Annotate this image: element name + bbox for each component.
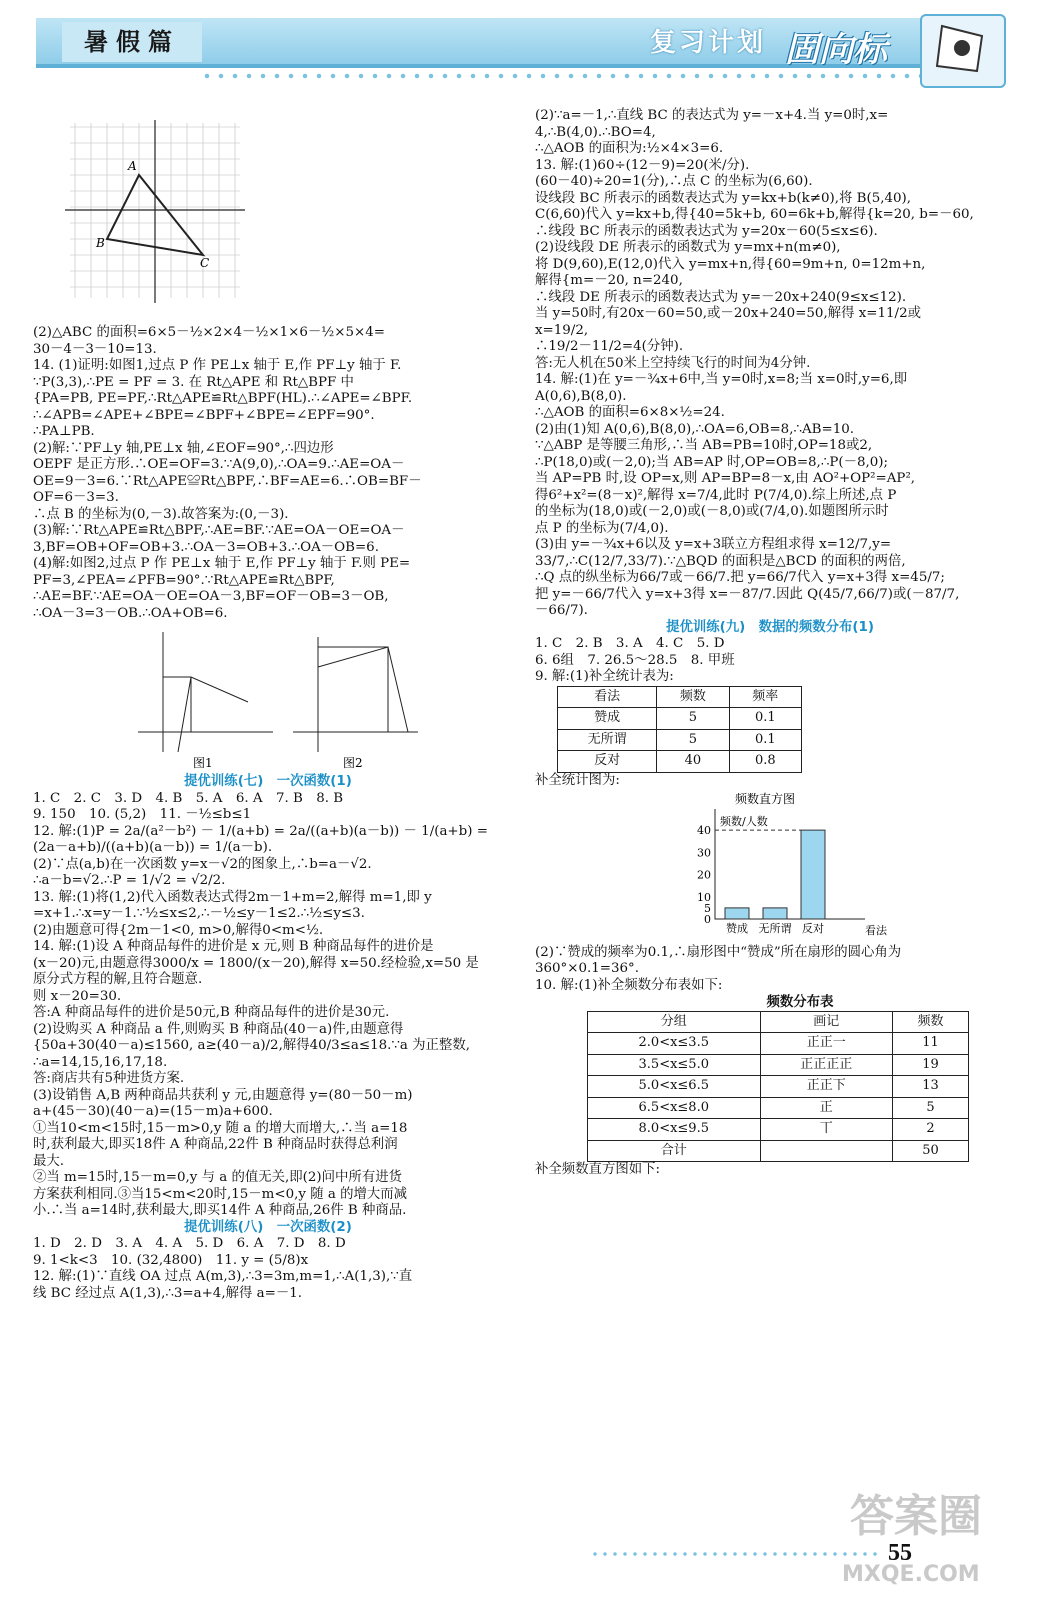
text-line: －66/7).: [535, 603, 588, 618]
table-cell: 0.1: [729, 708, 801, 730]
table-cell: 频率: [729, 686, 801, 708]
text-line: 答:无人机在50米上空持续飞行的时间为4分钟.: [535, 355, 811, 371]
x-tick-label: 反对: [802, 922, 824, 935]
table-cell: 2.0<x≤3.5: [588, 1033, 761, 1055]
text-line: 则 x－20=30.: [33, 988, 122, 1004]
text-line: (2a－a+b)/((a+b)(a－b)) = 1/(a－b).: [33, 840, 273, 855]
text-line: 4,∴B(4,0).∴BO=4,: [535, 124, 656, 140]
y-tick-label: 0: [704, 913, 711, 926]
text-line: 的坐标为(18,0)或(－2,0)或(－8,0)或(7/4,0).如题图所示时: [535, 504, 889, 519]
table-cell: 8.0<x≤9.5: [588, 1119, 761, 1141]
table-cell: 看法: [558, 686, 657, 708]
text-line: (2)解:∵PF⊥y 轴,PE⊥x 轴,∠EOF=90°,∴四边形: [33, 440, 334, 456]
table-row: [558, 686, 802, 708]
text-line: (4)解:如图2,过点 P 作 PE⊥x 轴于 E,作 PF⊥y 轴于 F.则 PE=: [33, 556, 411, 571]
text-line: 9. 150 10. (5,2) 11. －½≤b≤1: [33, 807, 252, 822]
text-line: ∴a－b=√2.∴P = 1/√2 = √2/2.: [33, 873, 226, 888]
table-cell: 13: [892, 1076, 968, 1098]
text-line: ∴P(18,0)或(－2,0);当 AB=AP 时,OP=OB=8,∴P(－8,0);: [535, 454, 888, 470]
text-line: (3)解:∵Rt△APE≌Rt△BPF,∴AE=BF.∵AE=OA－OE=OA－: [33, 523, 405, 538]
text-line: ∵P(3,3),∴PE = PF = 3. 在 Rt△APE 和 Rt△BPF 中: [33, 374, 354, 390]
table-row: [588, 1033, 969, 1055]
left-section-1: [33, 325, 503, 622]
text-line: (2)∵点(a,b)在一次函数 y=x－√2的图象上,∴b=a－√2.: [33, 856, 372, 872]
text-line: {50a+30(40－a)≤1560, a≥(40－a)/2,解得40/3≤a≤18.∵a 为正整数,: [33, 1038, 470, 1053]
brand-logo: 固向标: [785, 30, 887, 70]
left-section-3: [33, 1236, 503, 1302]
table-cell: 频数: [892, 1011, 968, 1033]
histogram-bar: [763, 908, 787, 919]
table-row: [588, 1076, 969, 1098]
table-cell: 0.8: [729, 751, 801, 773]
table-row: [558, 708, 802, 730]
text-line: 1. C 2. C 3. D 4. B 5. A 6. A 7. B 8. B: [33, 790, 344, 806]
text-line: ①当10<m<15时,15－m>0,y 随 a 的增大而增大,∴当 a=18: [33, 1120, 408, 1136]
text-line: 13. 解:(1)将(1,2)代入函数表达式得2m－1+m=2,解得 m=1,即 y: [33, 889, 432, 905]
right-section-3: [535, 945, 1005, 995]
watermark: 答案圈: [850, 1491, 982, 1542]
text-line: (3)设销售 A,B 两种商品共获利 y 元,由题意得 y=(80－50－m): [33, 1087, 413, 1103]
text-line: 13. 解:(1)60÷(12－9)=20(米/分).: [535, 157, 750, 173]
text-line: 当 AP=PB 时,设 OP=x,则 AP=BP=8－x,由 AO²+OP²=AP²,: [535, 471, 916, 486]
text-line: ∴线段 BC 所表示的函数表达式为 y=20x－60(5≤x≤6).: [535, 223, 878, 239]
text-line: {PA=PB, PE=PF,∴Rt△APE≌Rt△BPF(HL).∴∠APE=∠BPF.: [33, 391, 413, 406]
table-row: [588, 1097, 969, 1119]
text-line: 1. D 2. D 3. A 4. A 5. D 6. A 7. D 8. D: [33, 1236, 346, 1251]
y-tick-label: 20: [697, 868, 711, 882]
text-line: (2)由题意可得{2m－1<0, m>0,解得0<m<½.: [33, 922, 324, 938]
y-tick-label: 40: [697, 824, 711, 838]
x-tick-label: 赞成: [726, 922, 748, 935]
table-cell: 5: [892, 1097, 968, 1119]
text-line: OF=6－3=3.: [33, 490, 119, 505]
table-row: [558, 751, 802, 773]
table-cell: 赞成: [558, 708, 657, 730]
text-line: 答:商店共有5种进货方案.: [33, 1071, 185, 1086]
text-line: 30－4－3－10=13.: [33, 341, 157, 357]
text-line: 1. C 2. B 3. A 4. C 5. D: [535, 636, 725, 651]
table-cell: 11: [892, 1033, 968, 1055]
text-line: ∴点 B 的坐标为(0,－3).故答案为:(0,－3).: [33, 506, 289, 522]
text-line: ∴∠APB=∠APE+∠BPE=∠BPF+∠BPE=∠EPF=90°.: [33, 407, 375, 423]
y-tick-label: 10: [697, 890, 711, 904]
text-line: 将 D(9,60),E(12,0)代入 y=mx+n,得{60=9m+n, 0=12m+n,: [535, 256, 926, 272]
text-line: 12. 解:(1)∵直线 OA 过点 A(m,3),∴3=3m,m=1,∴A(1,3),∵直: [33, 1269, 413, 1284]
text-line: 点 P 的坐标为(7/4,0).: [535, 520, 669, 536]
table-cell: 3.5<x≤5.0: [588, 1054, 761, 1076]
y-tick-label: 5: [704, 901, 711, 915]
table-row: [558, 729, 802, 751]
table-cell: 6.5<x≤8.0: [588, 1097, 761, 1119]
fig1-caption: 图1: [193, 756, 213, 770]
table2-title: 频数分布表: [766, 994, 834, 1010]
stats-table: [557, 686, 802, 773]
right-section-2: [535, 636, 1005, 686]
vertex-b: B: [96, 236, 105, 250]
text-line: (3)由 y=－¾x+6以及 y=x+3联立方程组求得 x=12/7,y=: [535, 537, 892, 552]
text-line: 14. 解:(1)设 A 种商品每件的进价是 x 元,则 B 种商品每件的进价是: [33, 939, 434, 954]
table-cell: 正正一: [760, 1033, 892, 1055]
text-line: 时,获利最大,即买18件 A 种商品,22件 B 种商品时获得总利润: [33, 1137, 398, 1152]
text-line: 线 BC 经过点 A(1,3),∴3=a+4,解得 a=－1.: [33, 1285, 302, 1301]
table-cell: 19: [892, 1054, 968, 1076]
histogram-bar: [801, 830, 825, 919]
table-cell: 50: [892, 1140, 968, 1162]
text-line: 得6²+x²=(8－x)²,解得 x=7/4,此时 P(7/4,0).综上所述,点 P: [535, 487, 897, 503]
watermark-url: MXQE.COM: [842, 1562, 980, 1587]
table-row: [588, 1011, 969, 1033]
text-line: 答:A 种商品每件的进价是50元,B 种商品每件的进价是30元.: [33, 1005, 390, 1020]
coordinate-figures: [33, 622, 503, 772]
footer-dots: [590, 1552, 880, 1556]
section-title-8: 提优训练(八) 一次函数(2): [184, 1219, 352, 1235]
text-line: 把 y=－66/7代入 y=x+3得 x=－87/7.因此 Q(45/7,66/7)或(－87/7,: [535, 586, 960, 602]
text-line: a+(45－30)(40－a)=(15－m)a+600.: [33, 1104, 273, 1119]
text-line: ∴AE=BF.∵AE=OA－OE=OA－3,BF=OF－OB=3－OB,: [33, 589, 389, 604]
table-cell: 丅: [760, 1119, 892, 1141]
right-final-line: 补全频数直方图如下:: [535, 1162, 661, 1177]
text-line: (2)设线段 DE 所表示的函数式为 y=mx+n(m≠0),: [535, 240, 841, 255]
text-line: 解得{m=－20, n=240,: [535, 273, 683, 288]
table-cell: 无所谓: [558, 729, 657, 751]
table-cell: 0.1: [729, 729, 801, 751]
table-cell: 画记: [760, 1011, 892, 1033]
text-line: ∴OA－3=3－OB.∴OA+OB=6.: [33, 605, 228, 621]
hist-label: 补全统计图为:: [535, 772, 620, 788]
section-title-9: 提优训练(九) 数据的频数分布(1): [666, 619, 874, 635]
text-line: 6. 6组 7. 26.5～28.5 8. 甲班: [535, 652, 735, 668]
left-column: [33, 325, 503, 1302]
text-line: 10. 解:(1)补全频数分布表如下:: [535, 977, 723, 993]
text-line: 12. 解:(1)P = 2a/(a²－b²) － 1/(a+b) = 2a/((a+b)(a－b)) － 1/(a+b) =: [33, 823, 488, 839]
text-line: (60－40)÷20=1(分),∴点 C 的坐标为(6,60).: [535, 174, 813, 189]
text-line: A(0,6),B(8,0).: [535, 388, 627, 404]
text-line: (x－20)元,由题意得3000/x = 1800/(x－20),解得 x=50.经检验,x=50 是: [33, 955, 479, 971]
table-cell: 频数: [657, 686, 729, 708]
table-cell: [760, 1140, 892, 1162]
text-line: 14. 解:(1)在 y=－¾x+6中,当 y=0时,x=8;当 x=0时,y=6,即: [535, 372, 908, 387]
text-line: ∴19/2－11/2=4(分钟).: [535, 339, 684, 354]
y-tick-label: 30: [697, 846, 711, 860]
text-line: 方案获利相同.③当15<m<20时,15－m<0,y 随 a 的增大而减: [33, 1186, 408, 1202]
table-cell: 5: [657, 708, 729, 730]
text-line: 原分式方程的解,且符合题意.: [33, 972, 203, 987]
text-line: x=19/2,: [535, 322, 589, 338]
table-cell: 合计: [588, 1140, 761, 1162]
text-line: 9. 解:(1)补全统计表为:: [535, 669, 674, 684]
text-line: (2)∵a=－1,∴直线 BC 的表达式为 y=－x+4.当 y=0时,x=: [535, 108, 889, 123]
text-line: C(6,60)代入 y=kx+b,得{40=5k+b, 60=6k+b,解得{k=20, b=－60,: [535, 207, 974, 222]
section-title-7: 提优训练(七) 一次函数(1): [184, 774, 352, 789]
right-section-1: [535, 108, 1005, 620]
text-line: 360°×0.1=36°.: [535, 961, 639, 976]
page-number: 55: [888, 1540, 912, 1566]
table-cell: 反对: [558, 751, 657, 773]
text-line: ②当 m=15时,15－m=0,y 与 a 的值无关,即(2)问中所有进货: [33, 1170, 402, 1185]
vertex-a: A: [128, 159, 137, 173]
left-section-2: [33, 791, 503, 1220]
freq-table: [587, 1011, 969, 1163]
table-row: [588, 1140, 969, 1162]
text-line: 33/7,∴C(12/7,33/7).∵△BQD 的面积是△BCD 的面积的两倍,: [535, 553, 906, 569]
header-right-title: 复习计划: [650, 28, 767, 58]
text-line: OEPF 是正方形.∴OE=OF=3.∵A(9,0),∴OA=9.∴AE=OA－: [33, 457, 405, 472]
header-dots: [200, 72, 920, 80]
x-tick-label: 无所谓: [758, 922, 792, 935]
text-line: ∴Q 点的纵坐标为66/7或－66/7.把 y=66/7代入 y=x+3得 x=45/7;: [535, 570, 945, 585]
text-line: 14. (1)证明:如图1,过点 P 作 PE⊥x 轴于 E,作 PF⊥y 轴于 F.: [33, 358, 402, 373]
puzzle-icon: [920, 14, 1006, 88]
text-line: 最大.: [33, 1153, 65, 1169]
text-line: (2)∵赞成的频率为0.1,∴扇形图中“赞成”所在扇形的圆心角为: [535, 944, 902, 960]
text-line: (2)设购买 A 种商品 a 件,则购买 B 种商品(40－a)件,由题意得: [33, 1021, 404, 1037]
text-line: 设线段 BC 所表示的函数表达式为 y=kx+b(k≠0),将 B(5,40),: [535, 190, 911, 206]
table-cell: 正正正正: [760, 1054, 892, 1076]
text-line: PF=3,∠PEA=∠PFB=90°.∵Rt△APE≌Rt△BPF,: [33, 572, 335, 588]
table-cell: 5: [657, 729, 729, 751]
text-line: ∴线段 DE 所表示的函数表达式为 y=－20x+240(9≤x≤12).: [535, 289, 907, 305]
table-cell: 2: [892, 1119, 968, 1141]
table-cell: 正正下: [760, 1076, 892, 1098]
chart-xlabel: 看法: [865, 924, 887, 937]
table-cell: 5.0<x≤6.5: [588, 1076, 761, 1098]
page-header: [0, 0, 1038, 96]
text-line: OE=9－3=6.∵Rt△APE≌Rt△BPF,∴BF=AE=6.∴OB=BF－: [33, 473, 422, 489]
text-line: ∴△AOB 的面积=6×8×½=24.: [535, 405, 725, 420]
table-row: [588, 1054, 969, 1076]
text-line: 小.∴当 a=14时,获利最大,即买14件 A 种商品,26件 B 种商品.: [33, 1203, 407, 1218]
table-cell: 40: [657, 751, 729, 773]
frequency-histogram: [675, 789, 975, 939]
chart-title: 频数直方图: [735, 792, 796, 806]
text-line: ∴a=14,15,16,17,18.: [33, 1054, 168, 1070]
text-line: 9. 1<k<3 10. (32,4800) 11. y = (5/8)x: [33, 1252, 309, 1268]
text-line: ∴△AOB 的面积为:½×4×3=6.: [535, 141, 724, 156]
text-line: (2)△ABC 的面积=6×5－½×2×4－½×1×6－½×5×4=: [33, 325, 385, 340]
fig2-caption: 图2: [343, 756, 363, 770]
header-left-title: 暑假篇: [62, 22, 202, 62]
vertex-c: C: [200, 256, 210, 270]
text-line: =x+1.∴x=y－1.∵½≤x≤2,∴－½≤y－1≤2.∴½≤y≤3.: [33, 906, 365, 921]
text-line: ∵△ABP 是等腰三角形,∴当 AB=PB=10时,OP=18或2,: [535, 438, 873, 453]
histogram-bar: [725, 908, 749, 919]
triangle-figure: [60, 115, 250, 305]
text-line: 3,BF=OB+OF=OB+3.∴OA－3=OB+3.∴OA－OB=6.: [33, 539, 379, 555]
chart-ylabel: 频数/人数: [720, 815, 768, 828]
table-cell: 正: [760, 1097, 892, 1119]
table-row: [588, 1119, 969, 1141]
table-cell: 分组: [588, 1011, 761, 1033]
figures-1-2: [33, 622, 503, 774]
text-line: ∴PA⊥PB.: [33, 424, 95, 439]
text-line: 当 y=50时,有20x－60=50,或－20x+240=50,解得 x=11/2或: [535, 306, 921, 321]
right-column: [535, 108, 1005, 1179]
text-line: (2)由(1)知 A(0,6),B(8,0),∴OA=6,OB=8,∴AB=10.: [535, 421, 855, 437]
